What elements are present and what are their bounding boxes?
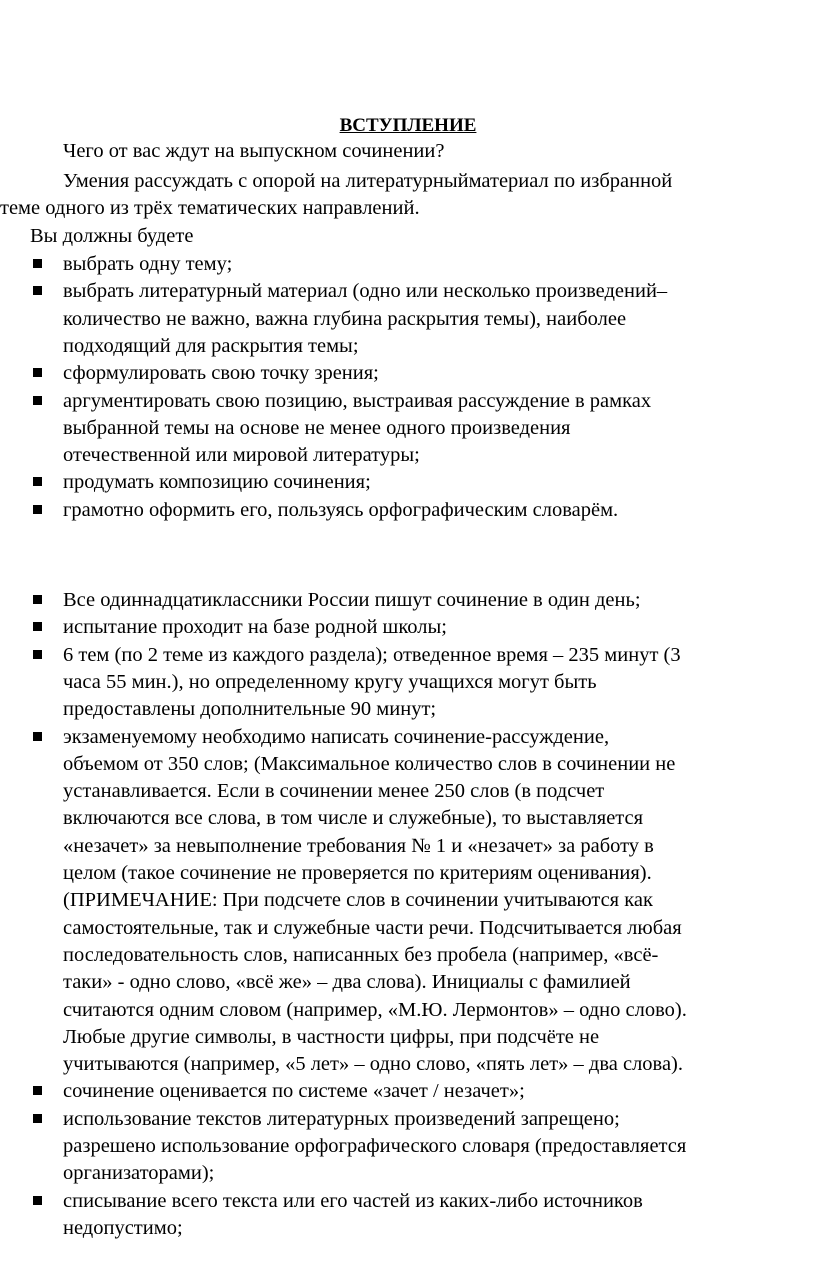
rule-item-line: последовательность слов, написанных без пробела (например, «всё-	[63, 943, 659, 966]
rule-item-line: сочинение оценивается по системе «зачет / незачет»;	[63, 1080, 525, 1103]
rule-item-line: самостоятельные, так и служебные части речи. Подсчитывается любая	[63, 916, 682, 939]
rule-item-line: использование текстов литературных произведений запрещено;	[63, 1107, 620, 1130]
rule-item-line: считаются одним словом (например, «М.Ю. Лермонтов» – одно слово).	[63, 998, 687, 1021]
task-item-line: продумать композицию сочинения;	[63, 471, 371, 494]
square-bullet-icon	[33, 650, 42, 659]
rule-item-line: организаторами);	[63, 1162, 215, 1185]
rule-item-line: «незачет» за невыполнение требования № 1 и «незачет» за работу в	[63, 834, 654, 857]
square-bullet-icon	[33, 595, 42, 604]
page-title: ВСТУПЛЕНИЕ	[339, 115, 477, 136]
rule-item-line: 6 тем (по 2 теме из каждого раздела); отведенное время – 235 минут (3	[63, 643, 681, 666]
rule-item-line: Все одиннадцатиклассники России пишут сочинение в один день;	[63, 589, 641, 611]
task-item-line: отечественной или мировой литературы;	[63, 444, 420, 467]
task-item-line: количество не важно, важна глубина раскрытия темы), наиболее	[63, 307, 627, 330]
square-bullet-icon	[33, 368, 42, 377]
rule-item-line: часа 55 мин.), но определенному кругу учащихся могут быть	[63, 670, 597, 693]
rule-item-line: Любые другие символы, в частности цифры, при подсчёте не	[63, 1025, 600, 1048]
rule-item-line: целом (такое сочинение не проверяется по критериям оценивания).	[63, 862, 652, 884]
task-item-line: выбранной темы на основе не менее одного произведения	[63, 416, 571, 439]
rule-item-line: объемом от 350 слов; (Максимальное количество слов в сочинении не	[63, 752, 676, 775]
rule-item-line: учитываются (например, «5 лет» – одно слово, «пять лет» – два слова).	[63, 1053, 684, 1076]
rule-item-line: (ПРИМЕЧАНИЕ: При подсчете слов в сочинении учитываются как	[63, 889, 653, 912]
task-item-line: выбрать одну тему;	[63, 253, 233, 275]
must-intro: Вы должны будете	[30, 225, 194, 247]
task-item-line: подходящий для раскрытия темы;	[63, 334, 359, 357]
rule-item-line: таки» - одно слово, «всё же» – два слова). Инициалы с фамилией	[63, 971, 631, 994]
task-item-line: выбрать литературный материал (одно или несколько произведений–	[63, 280, 668, 303]
square-bullet-icon	[33, 259, 42, 268]
square-bullet-icon	[33, 622, 42, 631]
question-paragraph: Чего от вас ждут на выпускном сочинении?	[63, 140, 445, 162]
square-bullet-icon	[33, 732, 42, 741]
rule-item-line: включаются все слова, в том числе и служебные), то выставляется	[63, 807, 644, 830]
square-bullet-icon	[33, 477, 42, 486]
rule-item-line: устанавливается. Если в сочинении менее 250 слов (в подсчет	[63, 780, 605, 803]
rule-item-line: испытание проходит на базе родной школы;	[63, 616, 447, 639]
rule-item-line: предоставлены дополнительные 90 минут;	[63, 698, 437, 721]
rule-item-line: недопустимо;	[63, 1216, 183, 1239]
rule-item-line: экзаменуемому необходимо написать сочинение-рассуждение,	[63, 725, 610, 748]
square-bullet-icon	[33, 286, 42, 295]
task-item-line: сформулировать свою точку зрения;	[63, 362, 379, 385]
rule-item-line: списывание всего текста или его частей из каких-либо источников	[63, 1189, 643, 1212]
square-bullet-icon	[33, 1196, 42, 1205]
task-item-line: аргументировать свою позицию, выстраивая рассуждение в рамках	[63, 389, 652, 412]
square-bullet-icon	[33, 505, 42, 514]
rule-item-line: разрешено использование орфографического словаря (предоставляется	[63, 1135, 687, 1157]
answer-paragraph-line-1: Умения рассуждать с опорой на литературныйматериал по избранной	[63, 170, 673, 192]
square-bullet-icon	[33, 1114, 42, 1123]
square-bullet-icon	[33, 396, 42, 405]
answer-paragraph-line-2: теме одного из трёх тематических направлений.	[0, 197, 420, 219]
square-bullet-icon	[33, 1086, 42, 1095]
task-item-line: грамотно оформить его, пользуясь орфографическим словарём.	[63, 498, 619, 521]
